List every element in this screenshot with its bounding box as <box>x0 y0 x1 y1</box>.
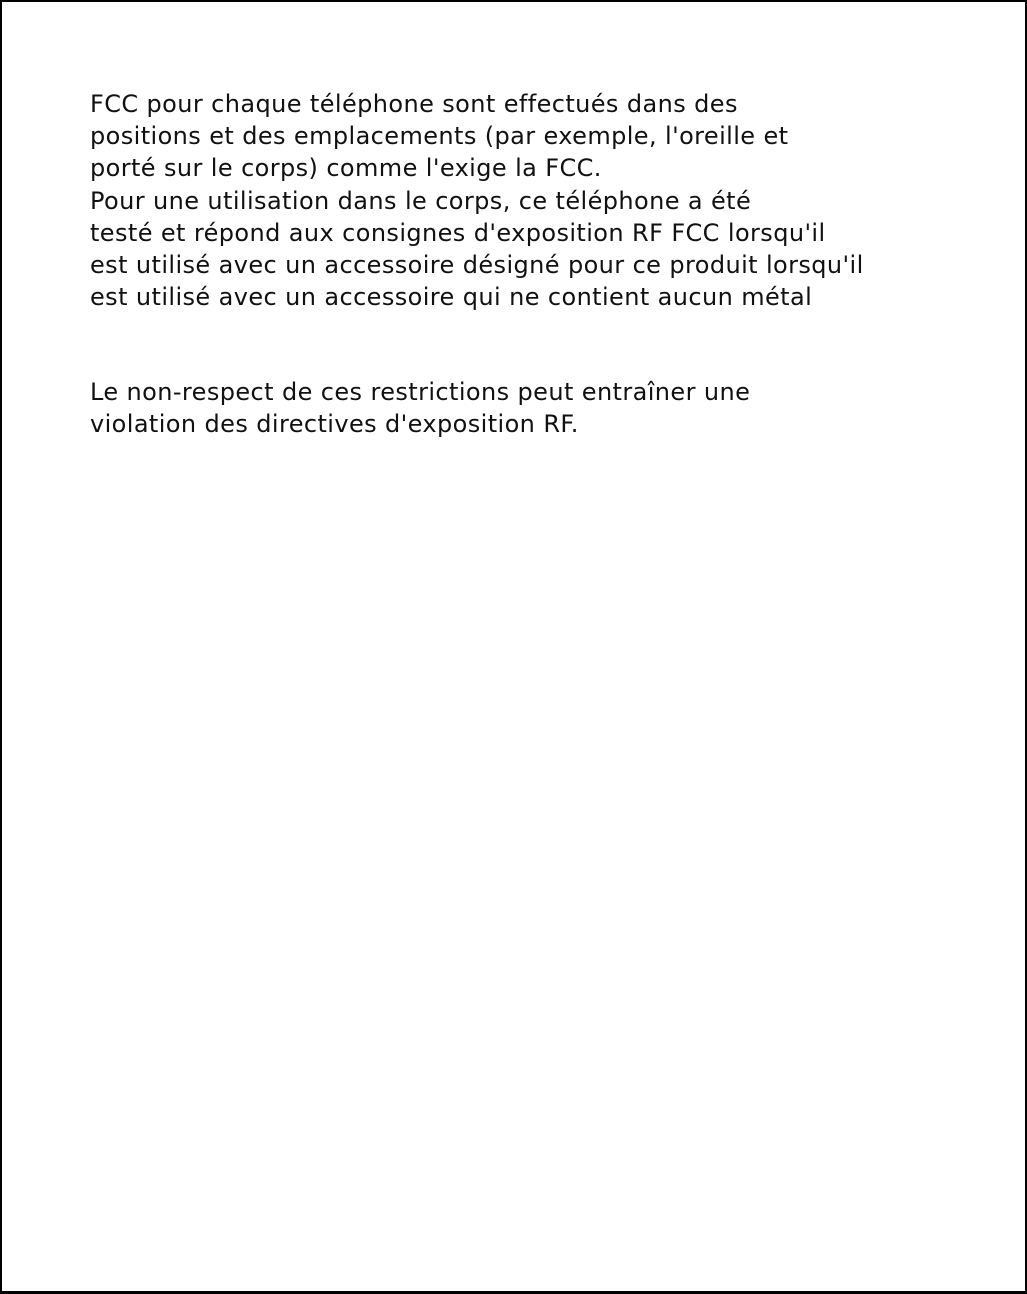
text-line: FCC pour chaque téléphone sont effectués dans des <box>90 90 738 118</box>
text-line: porté sur le corps) comme l'exige la FCC. <box>90 154 602 183</box>
rf-violation-warning-paragraph <box>90 376 750 440</box>
text-line: est utilisé avec un accessoire désigné pour ce produit lorsqu'il <box>90 251 864 280</box>
text-line: positions et des emplacements (par exemple, l'oreille et <box>90 122 789 151</box>
fcc-body-worn-paragraph <box>90 88 864 313</box>
text-line: Pour une utilisation dans le corps, ce téléphone a été <box>90 186 752 215</box>
text-line: est utilisé avec un accessoire qui ne contient aucun métal <box>90 283 813 312</box>
text-line: testé et répond aux consignes d'exposition RF FCC lorsqu'il <box>90 218 826 247</box>
text-line: violation des directives d'exposition RF. <box>90 410 579 439</box>
text-line: Le non-respect de ces restrictions peut entraîner une <box>90 378 751 406</box>
